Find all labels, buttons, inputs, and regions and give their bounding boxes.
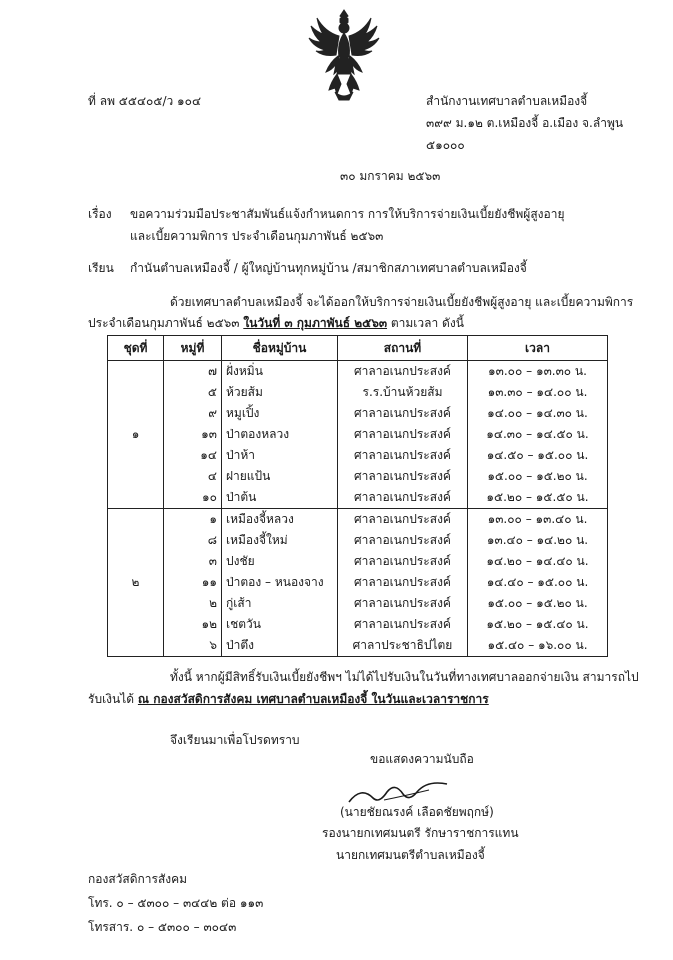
closing-please-inform: จึงเรียนมาเพื่อโปรดทราบ bbox=[170, 733, 300, 747]
time-cell: ๑๕.๐๐ – ๑๕.๒๐ น. bbox=[468, 593, 608, 614]
moo-cell: ๑๔ bbox=[164, 445, 222, 466]
moo-cell: ๑๑ bbox=[164, 572, 222, 593]
moo-cell: ๕ bbox=[164, 382, 222, 403]
note-location: ณ กองสวัสดิการสังคม เทศบาลตำบลเหมืองจี้ ในวันและเวลาราชการ bbox=[137, 692, 489, 706]
footer-fax: โทรสาร. ๐ – ๕๓๐๐ – ๓๐๔๓ bbox=[88, 920, 237, 934]
time-cell: ๑๓.๐๐ – ๑๓.๔๐ น. bbox=[468, 509, 608, 531]
signature-mark bbox=[344, 780, 454, 808]
village-cell: ห้วยส้ม bbox=[222, 382, 338, 403]
intro-line-2-pre: ประจำเดือนกุมภาพันธ์ ๒๕๖๓ bbox=[88, 316, 240, 330]
table-row bbox=[108, 530, 608, 551]
time-cell: ๑๔.๒๐ – ๑๔.๔๐ น. bbox=[468, 551, 608, 572]
village-cell: ฝั่งหมิ่น bbox=[222, 361, 338, 383]
group-2 bbox=[108, 509, 608, 657]
header-moo: หมู่ที่ bbox=[164, 336, 222, 361]
table-row bbox=[108, 487, 608, 509]
place-cell: ศาลาอเนกประสงค์ bbox=[338, 572, 468, 593]
moo-cell: ๑ bbox=[164, 509, 222, 531]
moo-cell: ๑๓ bbox=[164, 424, 222, 445]
table-row bbox=[108, 466, 608, 487]
closing-regards: ขอแสดงความนับถือ bbox=[370, 752, 474, 766]
header-time: เวลา bbox=[468, 336, 608, 361]
village-cell: ป่าตอง – หนองจาง bbox=[222, 572, 338, 593]
time-cell: ๑๓.๐๐ – ๑๓.๓๐ น. bbox=[468, 361, 608, 383]
set-number: ๒ bbox=[108, 509, 164, 657]
letter-date: ๓๐ มกราคม ๒๕๖๓ bbox=[340, 169, 441, 183]
moo-cell: ๓ bbox=[164, 551, 222, 572]
village-cell: ป่าต้น bbox=[222, 487, 338, 509]
subject-line-2: และเบี้ยความพิการ ประจำเดือนกุมภาพันธ์ ๒๕๖๓ bbox=[130, 229, 384, 243]
group-1 bbox=[108, 361, 608, 509]
postcode: ๕๑๐๐๐ bbox=[426, 138, 465, 152]
recipient-label: เรียน bbox=[88, 261, 114, 275]
place-cell: ศาลาอเนกประสงค์ bbox=[338, 530, 468, 551]
reference-number: ที่ ลพ ๕๕๔๐๕/ว ๑๐๔ bbox=[88, 94, 202, 108]
moo-cell: ๗ bbox=[164, 361, 222, 383]
table-row bbox=[108, 382, 608, 403]
table-row bbox=[108, 509, 608, 531]
place-cell: ศาลาอเนกประสงค์ bbox=[338, 551, 468, 572]
time-cell: ๑๓.๓๐ – ๑๔.๐๐ น. bbox=[468, 382, 608, 403]
table-row bbox=[108, 361, 608, 383]
office-address: ๓๙๙ ม.๑๒ ต.เหมืองจี้ อ.เมือง จ.ลำพูน bbox=[426, 116, 624, 130]
subject-line-1: ขอความร่วมมือประชาสัมพันธ์แจ้งกำหนดการ การให้บริการจ่ายเงินเบี้ยยังชีพผู้สูงอายุ bbox=[130, 207, 565, 221]
table-row bbox=[108, 403, 608, 424]
moo-cell: ๑๐ bbox=[164, 487, 222, 509]
place-cell: ศาลาอเนกประสงค์ bbox=[338, 424, 468, 445]
moo-cell: ๙ bbox=[164, 403, 222, 424]
intro-line-2 bbox=[88, 316, 464, 331]
intro-line-2-post: ตามเวลา ดังนี้ bbox=[387, 316, 464, 330]
village-cell: ป่าห้า bbox=[222, 445, 338, 466]
village-cell: ป่าตึง bbox=[222, 635, 338, 657]
village-cell: กู่เส้า bbox=[222, 593, 338, 614]
moo-cell: ๘ bbox=[164, 530, 222, 551]
signatory-name: (นายชัยณรงค์ เลือดชัยพฤกษ์) bbox=[340, 805, 494, 819]
table-row bbox=[108, 551, 608, 572]
time-cell: ๑๓.๔๐ – ๑๔.๒๐ น. bbox=[468, 530, 608, 551]
intro-payment-date: ในวันที่ ๓ กุมภาพันธ์ ๒๕๖๓ bbox=[243, 316, 388, 330]
time-cell: ๑๔.๔๐ – ๑๕.๐๐ น. bbox=[468, 572, 608, 593]
place-cell: ศาลาอเนกประสงค์ bbox=[338, 403, 468, 424]
village-cell: เหมืองจี้ใหม่ bbox=[222, 530, 338, 551]
header-village: ชื่อหมู่บ้าน bbox=[222, 336, 338, 361]
place-cell: ศาลาอเนกประสงค์ bbox=[338, 593, 468, 614]
place-cell: ศาลาอเนกประสงค์ bbox=[338, 361, 468, 383]
office-name: สำนักงานเทศบาลตำบลเหมืองจี้ bbox=[426, 94, 588, 108]
time-cell: ๑๔.๓๐ – ๑๔.๕๐ น. bbox=[468, 424, 608, 445]
subject-label: เรื่อง bbox=[88, 207, 112, 221]
moo-cell: ๔ bbox=[164, 466, 222, 487]
place-cell: ศาลาอเนกประสงค์ bbox=[338, 487, 468, 509]
header-place: สถานที่ bbox=[338, 336, 468, 361]
place-cell: ศาลาอเนกประสงค์ bbox=[338, 509, 468, 531]
time-cell: ๑๔.๐๐ – ๑๔.๓๐ น. bbox=[468, 403, 608, 424]
note-line-2-pre: รับเงินได้ bbox=[88, 692, 135, 706]
village-cell: ป่าตองหลวง bbox=[222, 424, 338, 445]
footer-phone: โทร. ๐ – ๕๓๐๐ – ๓๔๔๒ ต่อ ๑๑๓ bbox=[88, 896, 264, 910]
place-cell: ร.ร.บ้านห้วยส้ม bbox=[338, 382, 468, 403]
table-header-row bbox=[108, 336, 608, 361]
time-cell: ๑๕.๔๐ – ๑๖.๐๐ น. bbox=[468, 635, 608, 657]
village-cell: ฝายแป้น bbox=[222, 466, 338, 487]
village-cell: เหมืองจี้หลวง bbox=[222, 509, 338, 531]
place-cell: ศาลาอเนกประสงค์ bbox=[338, 466, 468, 487]
moo-cell: ๑๒ bbox=[164, 614, 222, 635]
village-cell: หมูเปิ้ง bbox=[222, 403, 338, 424]
intro-line-1: ด้วยเทศบาลตำบลเหมืองจี้ จะได้ออกให้บริการจ่ายเงินเบี้ยยังชีพผู้สูงอายุ และเบี้ยความพิการ bbox=[170, 295, 634, 309]
table-row bbox=[108, 445, 608, 466]
time-cell: ๑๕.๒๐ – ๑๕.๕๐ น. bbox=[468, 487, 608, 509]
time-cell: ๑๔.๕๐ – ๑๕.๐๐ น. bbox=[468, 445, 608, 466]
footer-department: กองสวัสดิการสังคม bbox=[88, 872, 188, 886]
recipient-text: กำนันตำบลเหมืองจี้ / ผู้ใหญ่บ้านทุกหมู่บ้าน /สมาชิกสภาเทศบาลตำบลเหมืองจี้ bbox=[130, 261, 527, 275]
table-row bbox=[108, 593, 608, 614]
table-row bbox=[108, 424, 608, 445]
header-set: ชุดที่ bbox=[108, 336, 164, 361]
signatory-position-1: รองนายกเทศมนตรี รักษาราชการแทน bbox=[322, 826, 519, 840]
garuda-emblem-icon bbox=[305, 6, 383, 104]
payment-schedule-table bbox=[107, 335, 608, 657]
table-row bbox=[108, 614, 608, 635]
set-number: ๑ bbox=[108, 361, 164, 509]
table-row bbox=[108, 635, 608, 657]
time-cell: ๑๕.๒๐ – ๑๕.๔๐ น. bbox=[468, 614, 608, 635]
place-cell: ศาลาประชาธิปไตย bbox=[338, 635, 468, 657]
time-cell: ๑๕.๐๐ – ๑๕.๒๐ น. bbox=[468, 466, 608, 487]
note-line-1: ทั้งนี้ หากผู้มีสิทธิ์รับเงินเบี้ยยังชีพฯ ไม่ได้ไปรับเงินในวันที่ทางเทศบาลออกจ่ายเงิน สามารถไป bbox=[170, 670, 639, 684]
place-cell: ศาลาอเนกประสงค์ bbox=[338, 614, 468, 635]
place-cell: ศาลาอเนกประสงค์ bbox=[338, 445, 468, 466]
note-line-2 bbox=[88, 692, 489, 707]
village-cell: เชตวัน bbox=[222, 614, 338, 635]
village-cell: ปงชัย bbox=[222, 551, 338, 572]
table-row bbox=[108, 572, 608, 593]
signatory-position-2: นายกเทศมนตรีตำบลเหมืองจี้ bbox=[336, 848, 485, 862]
moo-cell: ๖ bbox=[164, 635, 222, 657]
moo-cell: ๒ bbox=[164, 593, 222, 614]
